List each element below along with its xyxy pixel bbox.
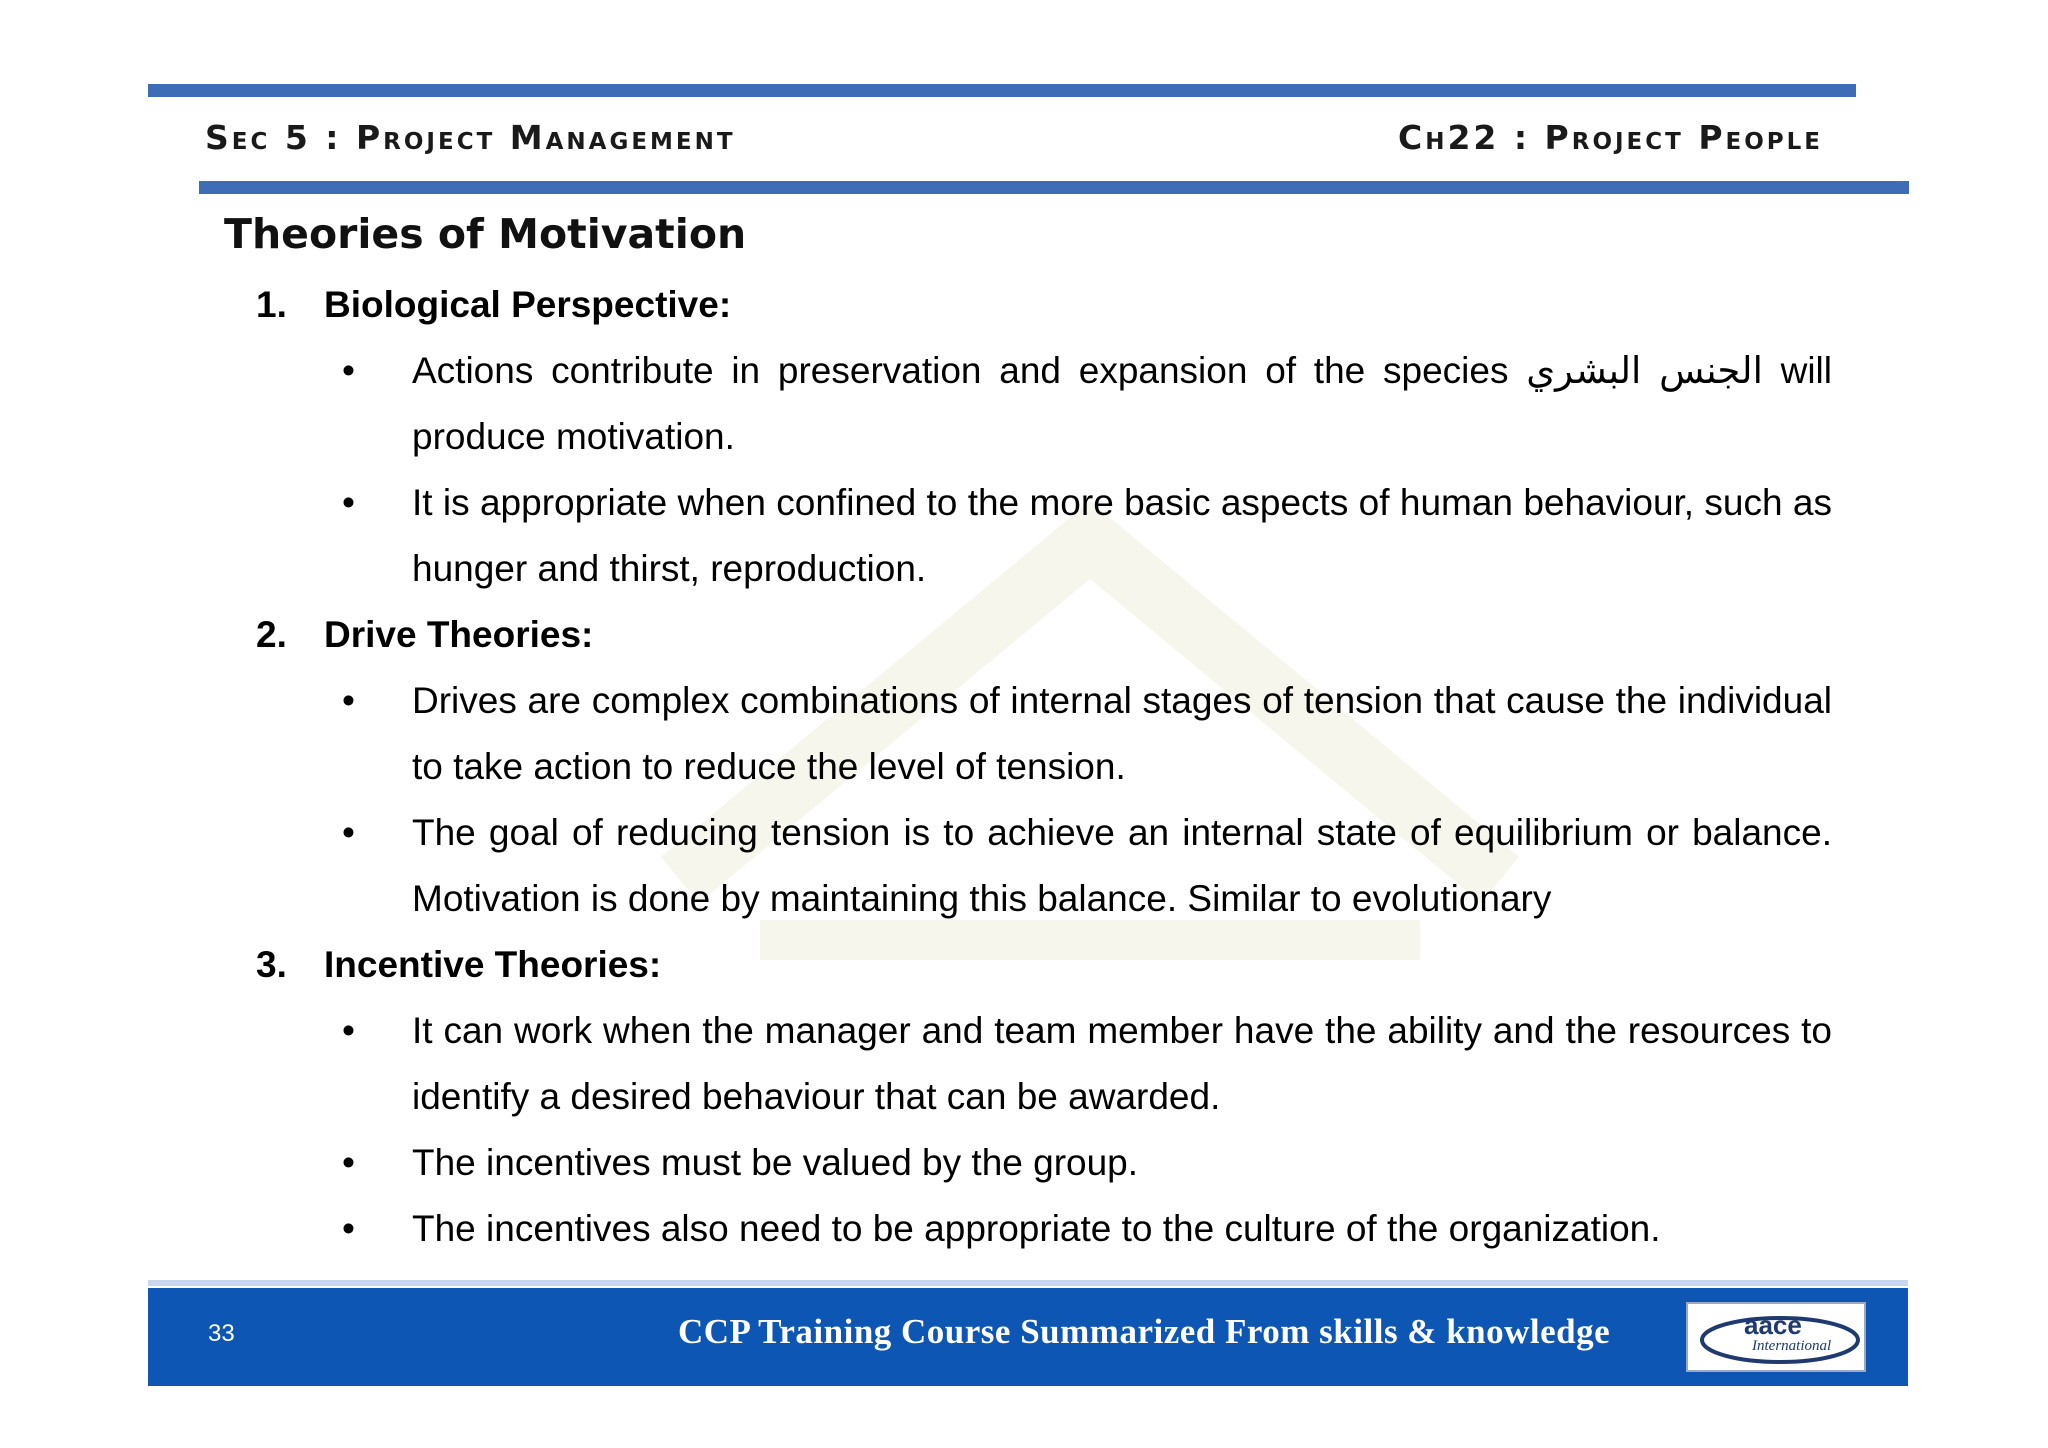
bullet-icon: •: [342, 680, 355, 721]
footer-bar: [148, 1288, 1908, 1386]
footer-divider: [148, 1280, 1908, 1286]
bullet-text: Drives are complex combinations of internal stages of tension that cause the individual to take action to reduce the level of tension.: [412, 680, 1832, 787]
section-number: 1.: [256, 284, 287, 325]
section-title: Drive Theories:: [324, 614, 594, 655]
bullet-text: It is appropriate when confined to the more basic aspects of human behaviour, such as hunger and thirst, reproduction.: [412, 482, 1832, 589]
header-top-bar: [148, 84, 1856, 97]
logo-text: aace: [1744, 1310, 1802, 1340]
bullet-text: It can work when the manager and team member have the ability and the resources to identify a desired behaviour that can be awarded.: [412, 1010, 1832, 1117]
logo-subtext: International: [1752, 1338, 1832, 1354]
bullet-icon: •: [342, 1010, 355, 1051]
page-number: 33: [208, 1320, 235, 1347]
bullet-icon: •: [342, 812, 355, 853]
bullet-icon: •: [342, 482, 355, 523]
header-bottom-bar: [199, 181, 1909, 194]
section-title: Incentive Theories:: [324, 944, 662, 985]
bullet-text: The incentives also need to be appropriate to the culture of the organization.: [412, 1208, 1661, 1249]
bullet-icon: •: [342, 1208, 355, 1249]
bullet-icon: •: [342, 1142, 355, 1183]
bullet-text: The goal of reducing tension is to achieve an internal state of equilibrium or balance. Motivation is done by maintaining this balance. Similar to evolutionary: [412, 812, 1832, 919]
section-header: Sec 5 : Project Management: [205, 118, 736, 157]
section-number: 2.: [256, 614, 287, 655]
section-number: 3.: [256, 944, 287, 985]
chapter-header: Ch22 : Project People: [1397, 118, 1823, 157]
section-heading: [256, 932, 661, 998]
bullet-text: The incentives must be valued by the group.: [412, 1142, 1139, 1183]
aace-logo: [1686, 1302, 1866, 1372]
section-heading: [256, 602, 593, 668]
bullet-icon: •: [342, 350, 355, 391]
slide-title: Theories of Motivation: [224, 210, 747, 258]
section-title: Biological Perspective:: [324, 284, 732, 325]
footer-caption: CCP Training Course Summarized From skills & knowledge: [678, 1312, 1611, 1351]
bullet-text: Actions contribute in preservation and expansion of the species الجنس البشري will produce motivation.: [412, 350, 1832, 457]
section-heading: [256, 272, 731, 338]
